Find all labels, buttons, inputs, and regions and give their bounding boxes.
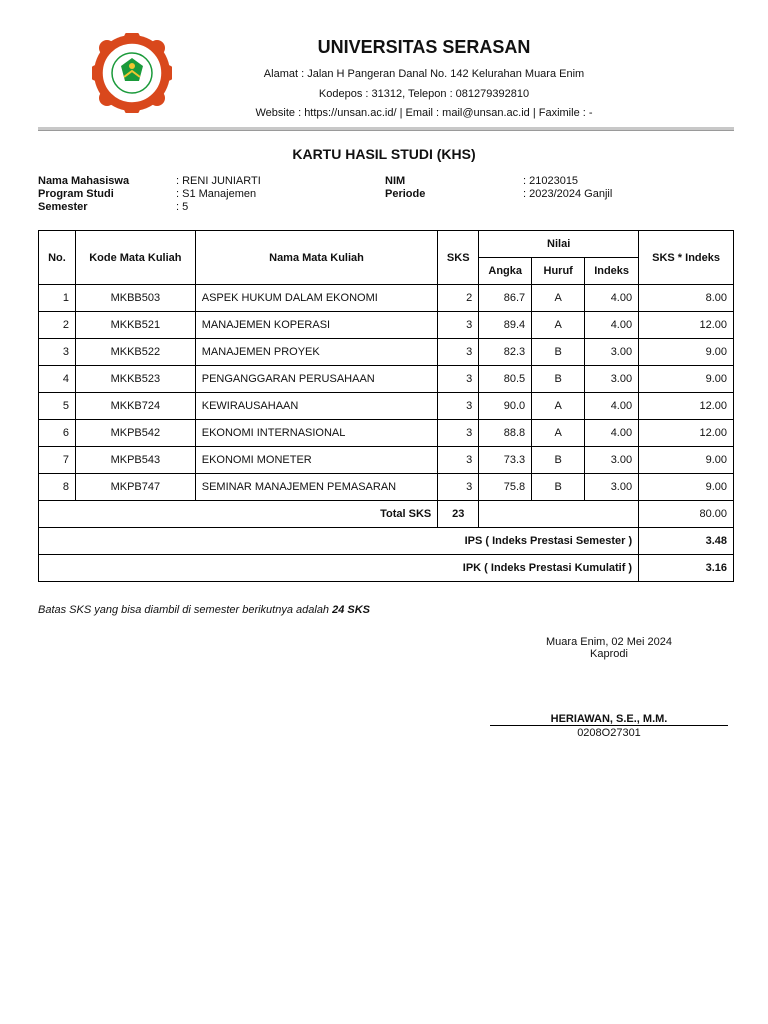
cell-no: 7 [39, 447, 76, 474]
cell-indeks: 3.00 [585, 366, 639, 393]
university-name: UNIVERSITAS SERASAN [317, 37, 531, 57]
cell-sks-indeks: 12.00 [639, 312, 734, 339]
prodi-label: Program Studi [38, 188, 114, 200]
table-row [39, 447, 734, 474]
cell-sks-indeks: 9.00 [639, 474, 734, 501]
total-empty [479, 501, 639, 528]
table-row [39, 339, 734, 366]
cell-huruf: B [532, 474, 585, 501]
nim-label: NIM [385, 175, 406, 187]
cell-no: 2 [39, 312, 76, 339]
cell-kode: MKBB503 [75, 285, 195, 312]
cell-sks-indeks: 9.00 [639, 366, 734, 393]
cell-kode: MKPB747 [75, 474, 195, 501]
table-row [39, 285, 734, 312]
cell-angka: 86.7 [479, 285, 532, 312]
cell-no: 3 [39, 339, 76, 366]
cell-sks-indeks: 12.00 [639, 420, 734, 447]
header-angka: Angka [479, 258, 532, 285]
sign-place-date: Muara Enim, 02 Mei 2024 [546, 636, 672, 648]
periode-label: Periode [385, 188, 426, 200]
ipk-label: IPK ( Indeks Prestasi Kumulatif ) [39, 555, 639, 582]
cell-huruf: A [532, 393, 585, 420]
cell-indeks: 4.00 [585, 285, 639, 312]
ips-row [39, 528, 734, 555]
cell-huruf: A [532, 285, 585, 312]
cell-huruf: B [532, 447, 585, 474]
cell-indeks: 4.00 [585, 420, 639, 447]
cell-nama: ASPEK HUKUM DALAM EKONOMI [195, 285, 438, 312]
header-sks-indeks: SKS * Indeks [639, 231, 734, 285]
cell-nama: MANAJEMEN KOPERASI [195, 312, 438, 339]
cell-sks: 3 [438, 366, 479, 393]
cell-sks: 3 [438, 393, 479, 420]
header-no: No. [39, 231, 76, 285]
cell-sks-indeks: 12.00 [639, 393, 734, 420]
header-nama: Nama Mata Kuliah [195, 231, 438, 285]
cell-indeks: 4.00 [585, 312, 639, 339]
cell-sks: 3 [438, 447, 479, 474]
document-title: KARTU HASIL STUDI (KHS) [292, 146, 476, 162]
cell-nama: MANAJEMEN PROYEK [195, 339, 438, 366]
ips-label: IPS ( Indeks Prestasi Semester ) [39, 528, 639, 555]
note-text: Batas SKS yang bisa diambil di semester berikutnya adalah [38, 604, 333, 616]
cell-angka: 88.8 [479, 420, 532, 447]
name-value: : RENI JUNIARTI [176, 175, 261, 187]
table-row [39, 420, 734, 447]
sign-role: Kaprodi [590, 648, 628, 660]
table-row [39, 312, 734, 339]
cell-angka: 90.0 [479, 393, 532, 420]
header-kode: Kode Mata Kuliah [75, 231, 195, 285]
note-limit: 24 SKS [332, 604, 371, 616]
cell-angka: 73.3 [479, 447, 532, 474]
address-line: Alamat : Jalan H Pangeran Danal No. 142 Kelurahan Muara Enim [263, 68, 585, 80]
periode-value: : 2023/2024 Ganjil [523, 188, 613, 200]
prodi-value: : S1 Manajemen [176, 188, 257, 200]
cell-kode: MKKB523 [75, 366, 195, 393]
cell-nama: EKONOMI INTERNASIONAL [195, 420, 438, 447]
header-nilai: Nilai [479, 231, 639, 258]
website-line: Website : https://unsan.ac.id/ | Email : mail@unsan.ac.id | Faximile : - [255, 107, 593, 119]
header-divider [38, 127, 734, 131]
total-row [39, 501, 734, 528]
ipk-value: 3.16 [639, 555, 734, 582]
cell-huruf: B [532, 366, 585, 393]
cell-indeks: 3.00 [585, 447, 639, 474]
cell-no: 5 [39, 393, 76, 420]
cell-nama: KEWIRAUSAHAAN [195, 393, 438, 420]
cell-sks-indeks: 9.00 [639, 339, 734, 366]
nim-value: : 21023015 [523, 175, 579, 187]
table-row [39, 366, 734, 393]
cell-sks-indeks: 8.00 [639, 285, 734, 312]
sign-name: HERIAWAN, S.E., M.M. [490, 713, 728, 726]
cell-sks: 3 [438, 339, 479, 366]
cell-kode: MKPB542 [75, 420, 195, 447]
ipk-row [39, 555, 734, 582]
cell-indeks: 3.00 [585, 474, 639, 501]
cell-kode: MKKB724 [75, 393, 195, 420]
header-sks: SKS [438, 231, 479, 285]
cell-sks: 3 [438, 474, 479, 501]
cell-kode: MKPB543 [75, 447, 195, 474]
cell-sks: 3 [438, 420, 479, 447]
cell-no: 6 [39, 420, 76, 447]
cell-indeks: 4.00 [585, 393, 639, 420]
name-label: Nama Mahasiswa [38, 175, 130, 187]
cell-nama: PENGANGGARAN PERUSAHAAN [195, 366, 438, 393]
total-label: Total SKS [39, 501, 438, 528]
cell-no: 8 [39, 474, 76, 501]
cell-huruf: A [532, 420, 585, 447]
ips-value: 3.48 [639, 528, 734, 555]
sks-limit-note [38, 604, 370, 616]
cell-no: 1 [39, 285, 76, 312]
cell-indeks: 3.00 [585, 339, 639, 366]
header-indeks: Indeks [585, 258, 639, 285]
semester-label: Semester [38, 201, 88, 213]
total-sks: 23 [438, 501, 479, 528]
cell-nama: EKONOMI MONETER [195, 447, 438, 474]
cell-sks: 3 [438, 312, 479, 339]
cell-huruf: A [532, 312, 585, 339]
cell-sks-indeks: 9.00 [639, 447, 734, 474]
cell-huruf: B [532, 339, 585, 366]
semester-value: : 5 [176, 201, 189, 213]
table-row [39, 474, 734, 501]
total-sks-indeks: 80.00 [639, 501, 734, 528]
table-row [39, 393, 734, 420]
cell-angka: 89.4 [479, 312, 532, 339]
grades-table [38, 230, 734, 582]
header-huruf: Huruf [532, 258, 585, 285]
cell-angka: 75.8 [479, 474, 532, 501]
cell-sks: 2 [438, 285, 479, 312]
cell-kode: MKKB522 [75, 339, 195, 366]
cell-no: 4 [39, 366, 76, 393]
sign-id: 0208O27301 [577, 727, 641, 739]
cell-nama: SEMINAR MANAJEMEN PEMASARAN [195, 474, 438, 501]
contact-line: Kodepos : 31312, Telepon : 081279392810 [318, 88, 530, 100]
cell-angka: 80.5 [479, 366, 532, 393]
cell-kode: MKKB521 [75, 312, 195, 339]
cell-angka: 82.3 [479, 339, 532, 366]
